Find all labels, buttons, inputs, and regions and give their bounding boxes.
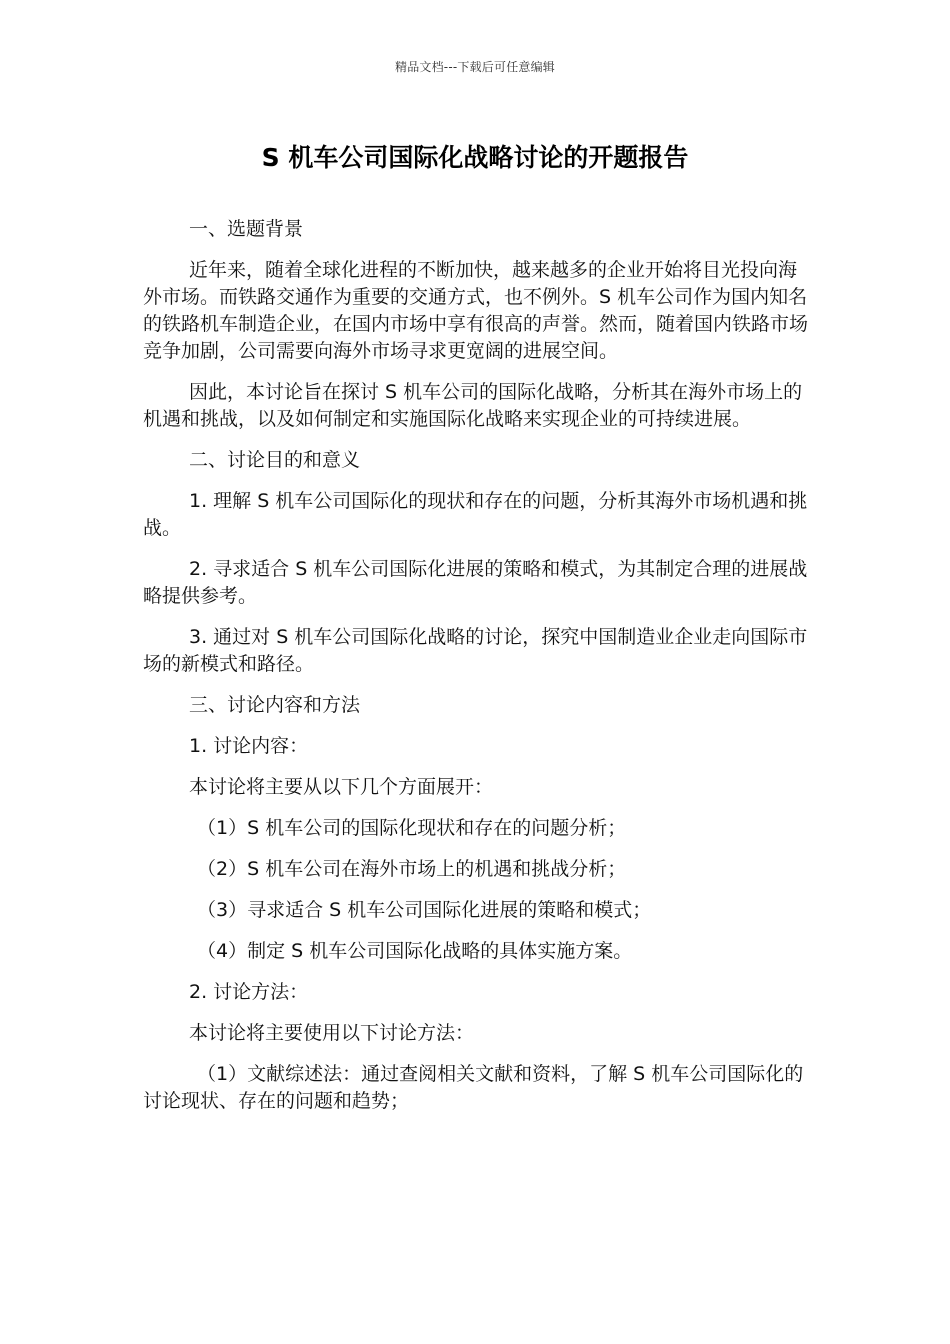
body-paragraph: 因此，本讨论旨在探讨 S 机车公司的国际化战略，分析其在海外市场上的机遇和挑战，以及如何制定和实施国际化战略来实现企业的可持续进展。 xyxy=(143,381,803,430)
purpose-item-1: 1. 理解 S 机车公司国际化的现状和存在的问题，分析其海外市场机遇和挑战。 xyxy=(143,490,808,539)
content-item-4: （4）制定 S 机车公司国际化战略的具体实施方案。 xyxy=(197,940,633,962)
header-note: 精品文档---下载后可任意编辑 xyxy=(395,60,555,74)
subheading-method: 2. 讨论方法： xyxy=(189,981,309,1003)
content-item-1: （1）S 机车公司的国际化现状和存在的问题分析； xyxy=(197,817,627,839)
body-paragraph: 近年来，随着全球化进程的不断加快，越来越多的企业开始将目光投向海外市场。而铁路交通作为重要的交通方式，也不例外。S 机车公司作为国内知名的铁路机车制造企业，在国内市场中享有很高的声誉。然而，随着国内铁路市场竞争加剧，公司需要向海外市场寻求更宽阔的进展空间。 xyxy=(143,259,809,362)
subheading-content: 1. 讨论内容： xyxy=(189,735,309,757)
section-heading-purpose: 二、讨论目的和意义 xyxy=(189,449,361,471)
document-body xyxy=(143,216,808,1129)
method-item-1: （1）文献综述法：通过查阅相关文献和资料，了解 S 机车公司国际化的讨论现状、存在的问题和趋势； xyxy=(143,1063,804,1112)
section-heading-background: 一、选题背景 xyxy=(189,218,304,240)
content-item-2: （2）S 机车公司在海外市场上的机遇和挑战分析； xyxy=(197,858,627,880)
section-heading-content-method: 三、讨论内容和方法 xyxy=(189,694,361,716)
body-paragraph: 本讨论将主要使用以下讨论方法： xyxy=(189,1022,475,1044)
body-paragraph: 本讨论将主要从以下几个方面展开： xyxy=(189,776,494,798)
content-item-3: （3）寻求适合 S 机车公司国际化进展的策略和模式； xyxy=(197,899,652,921)
purpose-item-2: 2. 寻求适合 S 机车公司国际化进展的策略和模式，为其制定合理的进展战略提供参考。 xyxy=(143,558,808,607)
document-title: S 机车公司国际化战略讨论的开题报告 xyxy=(261,143,689,172)
purpose-item-3: 3. 通过对 S 机车公司国际化战略的讨论，探究中国制造业企业走向国际市场的新模式和路径。 xyxy=(143,626,808,675)
